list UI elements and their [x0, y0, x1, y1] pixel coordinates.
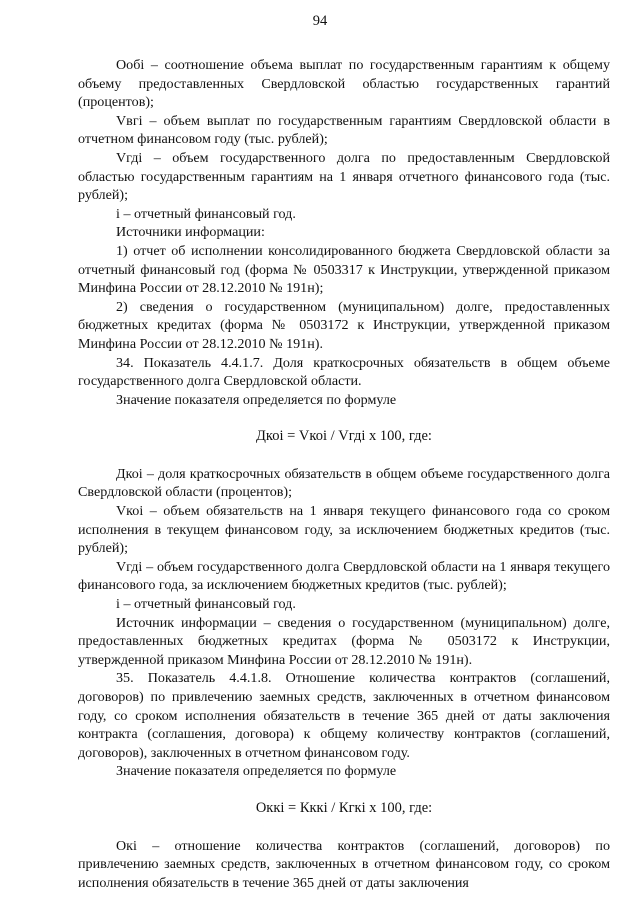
- list-item: 2) сведения о государственном (муниципальном) долге, предоставленных бюджетных кредитах (форма № 0503172 к Инструкции, утвержденной приказом Минфина России от 28.12.2010 № 191н).: [78, 298, 610, 352]
- paragraph: Дкоі – доля краткосрочных обязательств в общем объеме государственного долга Свердловской области (процентов);: [78, 465, 610, 501]
- paragraph: 34. Показатель 4.4.1.7. Доля краткосрочных обязательств в общем объеме государственного долга Свердловской области.: [78, 354, 610, 390]
- page-number: 94: [312, 13, 328, 29]
- paragraph: Источники информации:: [116, 224, 265, 241]
- paragraph: Ообі – соотношение объема выплат по государственным гарантиям к общему объему предоставленных Свердловской областью государственных гарантий (процентов);: [78, 57, 610, 111]
- paragraph: Значение показателя определяется по формуле: [116, 391, 397, 408]
- paragraph: і – отчетный финансовый год.: [116, 596, 296, 613]
- paragraph: Источник информации – сведения о государственном (муниципальном) долге, предоставленных бюджетных кредитах (форма № 0503172 к Инструкции, утвержденной приказом Минфина России от 28.12.2010 № 191н).: [78, 614, 610, 668]
- formula: Оккі = Кккі / Кгкі х 100, где:: [255, 799, 433, 816]
- paragraph: Vвгі – объем выплат по государственным гарантиям Свердловской области в отчетном финансовом году (тыс. рублей);: [78, 112, 610, 148]
- list-item: 1) отчет об исполнении консолидированного бюджета Свердловской области за отчетный финансовый год (форма № 0503317 к Инструкции, утвержденной приказом Минфина России от 28.12.2010 № 191н);: [78, 242, 610, 297]
- paragraph: 35. Показатель 4.4.1.8. Отношение количества контрактов (соглашений, договоров) по привлечению заемных средств, заключенных в отчетном финансовом году, со сроком исполнения обязательств в течение 365 дней от даты заключения контракта (соглашения, договора) к общему количеству контрактов (соглашений, договоров), заключенных в отчетном финансовом году.: [78, 670, 610, 761]
- formula: Дкоі = Vкоі / Vгді х 100, где:: [256, 428, 432, 445]
- paragraph: Окі – отношение количества контрактов (соглашений, договоров) по привлечению заемных средств, заключенных в отчетном финансовом году, со сроком исполнения обязательств в течение 365 дней от даты заключения: [78, 837, 610, 891]
- document-body: [78, 56, 610, 892]
- paragraph: і – отчетный финансовый год.: [116, 205, 296, 222]
- paragraph: Значение показателя определяется по формуле: [116, 763, 397, 780]
- paragraph: Vгді – объем государственного долга Свердловской области на 1 января текущего финансового года, за исключением бюджетных кредитов (тыс. рублей);: [78, 558, 610, 594]
- paragraph: Vгді – объем государственного долга по предоставленным Свердловской областью государственным гарантиям на 1 января отчетного финансового года (тыс. рублей);: [78, 149, 610, 204]
- paragraph: Vкоі – объем обязательств на 1 января текущего финансового года со сроком исполнения в текущем финансовом году, за исключением бюджетных кредитов (тыс. рублей);: [78, 503, 610, 557]
